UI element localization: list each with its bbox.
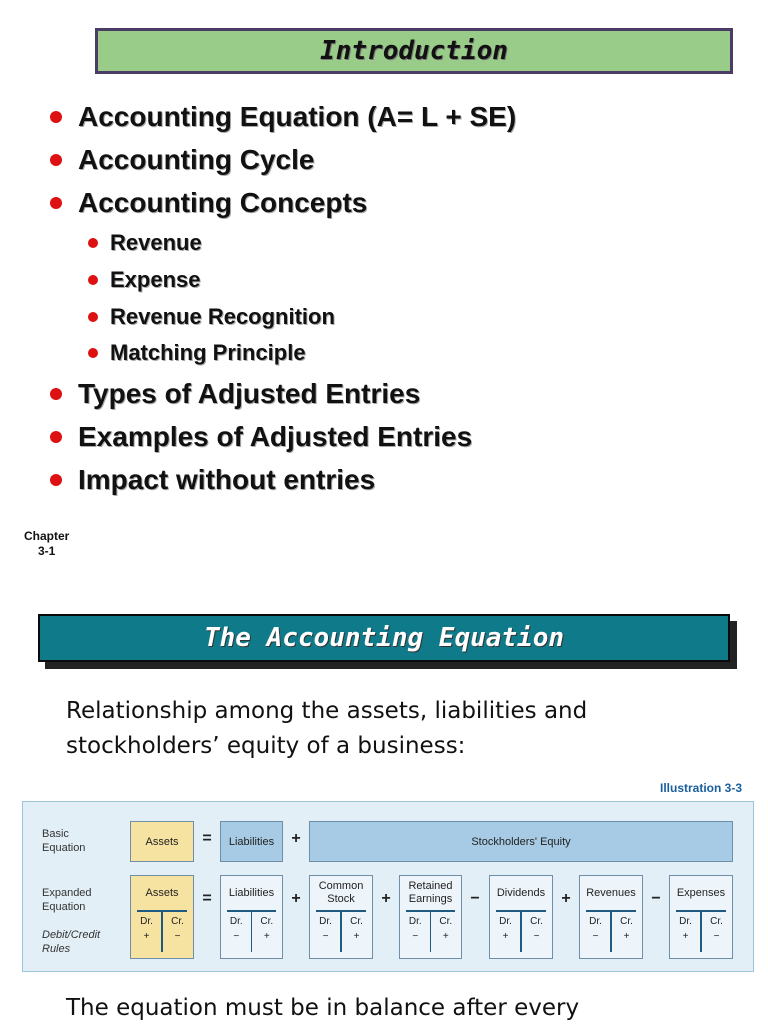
bullet-text: Types of Adjusted Entries	[78, 378, 421, 409]
cr-sign: +	[442, 931, 449, 942]
chapter-text: Chapter	[24, 529, 70, 543]
cr-label: Cr.	[350, 916, 363, 927]
expanded-equation-label	[42, 886, 92, 914]
bullet-item	[50, 464, 375, 496]
account-name: Expenses	[676, 886, 726, 899]
sub-bullet-item	[88, 304, 335, 330]
cr-label: Cr.	[260, 916, 274, 927]
dr-label: Dr.	[589, 916, 602, 927]
account-name: Liabilities	[228, 886, 275, 899]
footer-text: The equation must be in balance after every	[66, 995, 580, 1021]
bullet-dot-icon	[50, 431, 62, 443]
dr-label: Dr.	[679, 916, 692, 927]
debit-column	[580, 914, 611, 944]
debit-column	[310, 914, 341, 944]
dr-sign: +	[502, 931, 509, 942]
sub-bullet-text: Revenue	[110, 230, 202, 255]
debit-column	[131, 914, 162, 944]
cr-label: Cr.	[171, 916, 184, 927]
credit-column	[521, 914, 552, 944]
intro-paragraph	[66, 694, 706, 764]
dr-sign: −	[592, 931, 599, 942]
plus-operator: +	[561, 890, 571, 907]
dr-label: Dr.	[140, 916, 153, 927]
equals-operator: =	[202, 830, 212, 847]
label-line: Equation	[42, 842, 86, 854]
dr-sign: −	[322, 931, 329, 942]
slide1-title: Introduction	[320, 36, 508, 66]
chapter-number: 3-1	[38, 544, 56, 558]
cr-label: Cr.	[439, 916, 453, 927]
t-account-revenues	[579, 875, 643, 959]
dr-label: Dr.	[499, 916, 512, 927]
cr-sign: +	[623, 931, 630, 942]
equals-operator: =	[202, 890, 212, 907]
illustration-label: Illustration 3-3	[660, 781, 743, 795]
basic-liabilities-box: Liabilities	[220, 821, 283, 862]
t-account-assets	[130, 875, 194, 959]
sub-bullet-text: Revenue Recognition	[110, 304, 335, 329]
cr-sign: −	[533, 931, 540, 942]
bullet-dot-icon	[88, 238, 98, 248]
cr-label: Cr.	[620, 916, 633, 927]
t-account-retained-earnings	[399, 875, 462, 959]
bullet-item	[50, 421, 472, 453]
minus-operator: −	[470, 890, 480, 907]
cr-label: Cr.	[530, 916, 543, 927]
bullet-text: Impact without entries	[78, 464, 376, 495]
sub-bullet-text: Matching Principle	[110, 340, 306, 365]
account-name: Dividends	[496, 886, 546, 899]
cr-sign: +	[263, 931, 270, 942]
t-account-liabilities	[220, 875, 283, 959]
bullet-dot-icon	[50, 388, 62, 400]
credit-column	[701, 914, 732, 944]
bullet-dot-icon	[88, 275, 98, 285]
credit-column	[611, 914, 642, 944]
sub-bullet-item	[88, 230, 202, 256]
bullet-dot-icon	[88, 312, 98, 322]
bullet-dot-icon	[88, 348, 98, 358]
bullet-item	[50, 378, 420, 410]
sub-bullet-text: Expense	[110, 267, 201, 292]
plus-operator: +	[291, 890, 301, 907]
label-line: Basic	[42, 828, 69, 840]
bullet-item	[50, 187, 367, 219]
bullet-text: Accounting Concepts	[78, 187, 368, 218]
account-name: Retained Earnings	[408, 880, 453, 905]
plus-operator: +	[381, 890, 391, 907]
cr-sign: −	[174, 931, 181, 942]
credit-column	[431, 914, 462, 944]
t-account-common-stock	[309, 875, 373, 959]
slide1-title-bar	[95, 28, 733, 74]
dr-label: Dr.	[229, 916, 243, 927]
credit-column	[252, 914, 283, 944]
label-line: Debit/Credit	[42, 929, 101, 941]
label-line: Equation	[42, 901, 86, 913]
cr-label: Cr.	[710, 916, 723, 927]
chapter-label	[24, 529, 69, 559]
sub-bullet-item	[88, 267, 201, 293]
bullet-dot-icon	[50, 474, 62, 486]
label-line: Expanded	[42, 887, 92, 899]
bullet-dot-icon	[50, 154, 62, 166]
basic-equity-box: Stockholders' Equity	[309, 821, 733, 862]
bullet-dot-icon	[50, 197, 62, 209]
credit-column	[162, 914, 193, 944]
debit-column	[490, 914, 521, 944]
dr-label: Dr.	[408, 916, 422, 927]
account-name: Revenues	[586, 886, 636, 899]
sub-bullet-item	[88, 340, 306, 366]
account-name: Assets	[145, 886, 179, 899]
dr-label: Dr.	[319, 916, 332, 927]
bullet-dot-icon	[50, 111, 62, 123]
basic-assets-box: Assets	[130, 821, 194, 862]
debit-column	[400, 914, 431, 944]
debit-column	[221, 914, 252, 944]
paragraph-line: Relationship among the assets, liabilities and	[66, 698, 588, 724]
dr-sign: −	[233, 931, 240, 942]
account-name: Common Stock	[318, 880, 364, 905]
paragraph-line: stockholders’ equity of a business:	[66, 733, 466, 759]
minus-operator: −	[651, 890, 661, 907]
t-account-expenses	[669, 875, 733, 959]
debit-credit-rules-label	[42, 928, 100, 956]
bullet-item	[50, 144, 314, 176]
bullet-text: Accounting Equation (A= L + SE)	[78, 101, 517, 132]
bullet-text: Accounting Cycle	[78, 144, 315, 175]
basic-equation-label	[42, 827, 85, 855]
credit-column	[341, 914, 372, 944]
dr-sign: +	[682, 931, 689, 942]
dr-sign: −	[412, 931, 419, 942]
dr-sign: +	[143, 931, 150, 942]
bullet-text: Examples of Adjusted Entries	[78, 421, 473, 452]
bullet-item	[50, 101, 516, 133]
cr-sign: +	[353, 931, 360, 942]
t-account-dividends	[489, 875, 553, 959]
label-line: Rules	[42, 943, 71, 955]
plus-operator: +	[291, 830, 301, 847]
slide2-title-bar	[38, 614, 730, 662]
debit-column	[670, 914, 701, 944]
slide2-title: The Accounting Equation	[203, 623, 565, 653]
cr-sign: −	[713, 931, 720, 942]
